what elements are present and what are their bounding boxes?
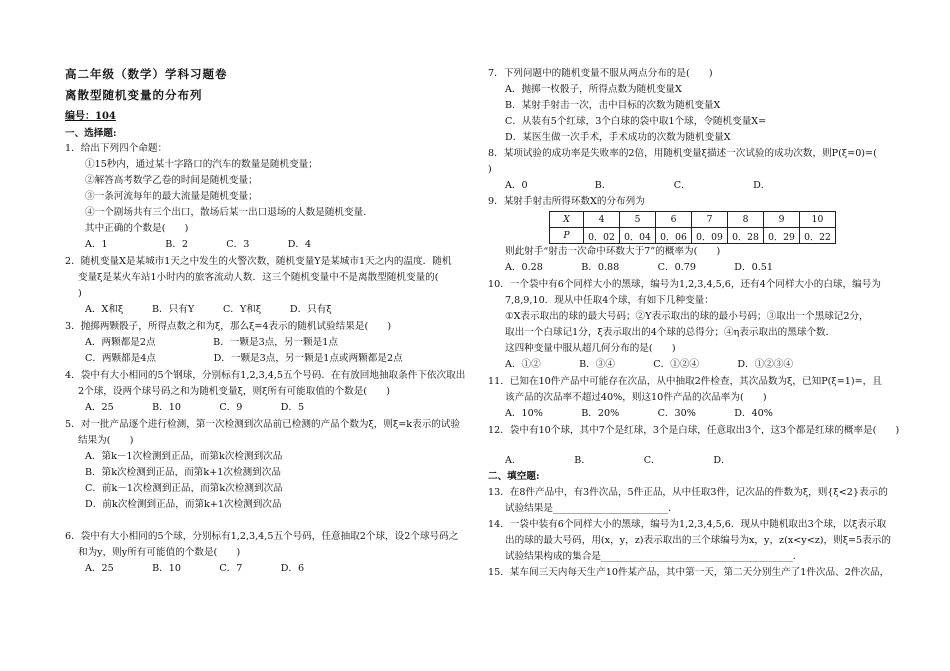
question-1: 1．给出下列四个命题： [65,143,168,154]
question-14-line3: 试验结果构成的集合是________________________________________． [505,551,803,562]
table-cell: 0．06 [656,228,692,244]
question-5: 5．对一批产品逐个进行检测，第一次检测到次品前已检测的产品个数为ξ，则ξ=k表示的试验 [65,419,461,430]
q5-option-a: A．第k－1次检测到正品，而第k次检测到次品 [85,451,283,462]
question-12: 12．袋中有10个球，其中7个是红球，3个是白球，任意取出3个，这3个都是红球的概率是( ) [488,425,900,436]
question-6: 6．袋中有大小相同的5个球，分别标有1,2,3,4,5五个号码，任意抽取2个球，设2个球号码之 [65,531,459,542]
q1-statement-4: ④一个剧场共有三个出口，散场后某一出口退场的人数是随机变量． [85,207,373,218]
question-11-line2: 该产品的次品率不超过40%，则这10件产品的次品率为( ) [505,392,767,403]
q11-options: A．10% B．20% C．30% D．40% [505,408,773,419]
question-14: 14．一袋中装有6个同样大小的黑球，编号为1,2,3,4,5,6．现从中随机取出3个球，以ξ表示取 [488,519,887,530]
q4-options: A．25 B．10 C．9 D．5 [85,402,305,413]
q7-option-d: D．某医生做一次手术，手术成功的次数为随机变量X [505,132,731,143]
q7-option-b: B．某射手射击一次，击中目标的次数为随机变量X [505,100,721,111]
q7-option-c: C．从装有5个红球，3个白球的袋中取1个球，令随机变量X= [505,116,767,127]
question-6-line2: 和为y，则y所有可能值的个数是( ) [78,547,241,558]
question-7: 7．下列问题中的随机变量不服从两点分布的是( ) [488,68,713,79]
doc-subtitle: 离散型随机变量的分布列 [65,88,203,102]
q5-option-b: B．第k次检测到正品，而第k+1次检测到次品 [85,467,281,478]
question-9: 9．某射手射击所得环数X的分布列为 [488,196,645,207]
question-10-line5: 这四种变量中服从超几何分布的是( ) [505,343,676,354]
question-15: 15．某车间三天内每天生产10件某产品，其中第一天，第二天分别生产了1件次品、2件次品， [488,567,890,578]
q1-statement-3: ③一条河流每年的最大流量是随机变量； [85,191,258,202]
question-4-line2: 2个球，设两个球号码之和为随机变量ξ，则ξ所有可能取值的个数是( ) [78,386,390,397]
serial-number: 编号：104 [65,111,116,122]
question-2-line3: ) [78,288,82,299]
q1-statement-2: ②解答高考数学乙卷的时间是随机变量； [85,175,258,186]
section-fill-heading: 二、填空题: [488,471,540,482]
table-row [550,228,836,244]
question-13-line2: 试验结果是________________________． [505,503,678,514]
table-cell: 10 [800,212,836,228]
q9-options: A．0.28 B．0.88 C．0.79 D．0.51 [505,262,773,273]
q3-options-cd: C．两颗都是4点 D．一颗是3点，另一颗是1点或两颗都是2点 [85,353,403,364]
table-cell: 0．22 [800,228,836,244]
question-2: 2．随机变量X是某城市1天之中发生的火警次数，随机变量Y是某城市1天之内的温度．随机 [65,256,452,267]
section-choice-heading: 一、选择题: [65,128,117,139]
table-cell: 6 [656,212,692,228]
table-cell: 0．28 [728,228,764,244]
question-10-line2: 7,8,9,10．现从中任取4个球，有如下几种变量： [505,295,714,306]
q2-options: A．X和ξ B．只有Y C．Y和ξ D．只有ξ [85,304,332,315]
table-header-x: X [550,212,584,228]
table-header-p: P [550,228,584,244]
question-8-line2: ) [488,164,492,175]
q3-options-ab: A．两颗都是2点 B．一颗是3点，另一颗是1点 [85,337,338,348]
question-10-line4: 取出一个白球记1分，ξ表示取出的4个球的总得分；④η表示取出的黑球个数． [505,327,836,338]
table-cell: 7 [692,212,728,228]
question-3: 3．抛掷两颗骰子，所得点数之和为ξ，那么ξ=4表示的随机试验结果是( ) [65,321,392,332]
table-cell: 4 [584,212,620,228]
table-cell: 5 [620,212,656,228]
table-cell: 0．04 [620,228,656,244]
question-10: 10．一个袋中有6个同样大小的黑球，编号为1,2,3,4,5,6，还有4个同样大小的白球，编号为 [488,279,881,290]
q10-options: A．①② B．③④ C．①②④ D．①②③④ [505,359,794,370]
q1-prompt: 其中正确的个数是( ) [85,223,189,234]
q1-statement-1: ①15秒内，通过某十字路口的汽车的数量是随机变量； [85,159,318,170]
distribution-table [549,211,836,244]
table-cell: 9 [764,212,800,228]
q6-options: A．25 B．10 C．7 D．6 [85,563,305,574]
table-cell: 8 [728,212,764,228]
doc-title: 高二年级（数学）学科习题卷 [65,67,228,81]
question-8: 8．某项试验的成功率是失败率的2倍，用随机变量ξ描述一次试验的成功次数，则P(ξ=0)=( [488,148,877,159]
q12-options: A． B． C． D． [505,455,731,466]
q7-option-a: A．抛掷一枚骰子，所得点数为随机变量X [505,84,682,95]
q9-prompt: 则此射手“射击一次命中环数大于7”的概率为( ) [505,246,721,257]
question-10-line3: ①X表示取出的球的最大号码；②Y表示取出的球的最小号码；③取出一个黑球记2分， [505,311,869,322]
question-13: 13．在8件产品中，有3件次品，5件正品，从中任取3件，记次品的件数为ξ，则{ξ<2}表示的 [488,487,888,498]
question-2-line2: 变量ξ是某火车站1小时内的旅客流动人数．这三个随机变量中不是离散型随机变量的( [78,272,439,283]
table-row [550,212,836,228]
q5-option-d: D．前k次检测到正品，而第k+1次检测到次品 [85,499,282,510]
q5-option-c: C．前k－1次检测到正品，而第k次检测到次品 [85,483,283,494]
q1-options: A．1 B．2 C．3 D．4 [85,239,312,250]
question-5-line2: 结果为( ) [78,435,134,446]
table-cell: 0．02 [584,228,620,244]
table-cell: 0．09 [692,228,728,244]
question-4: 4．袋中有大小相同的5个钢球，分别标有1,2,3,4,5五个号码．在有放回地抽取条件下依次取出 [65,370,466,381]
question-11: 11．已知在10件产品中可能存在次品，从中抽取2件检查，其次品数为ξ，已知P(ξ=1)=，且 [488,376,882,387]
q8-options: A．0 B． C． D． [505,180,771,191]
table-cell: 0．29 [764,228,800,244]
question-14-line2: 出的球的最大号码，用(x，y，z)表示取出的三个球编号为x，y，z(x<y<z)，则ξ=5表示的 [505,535,891,546]
